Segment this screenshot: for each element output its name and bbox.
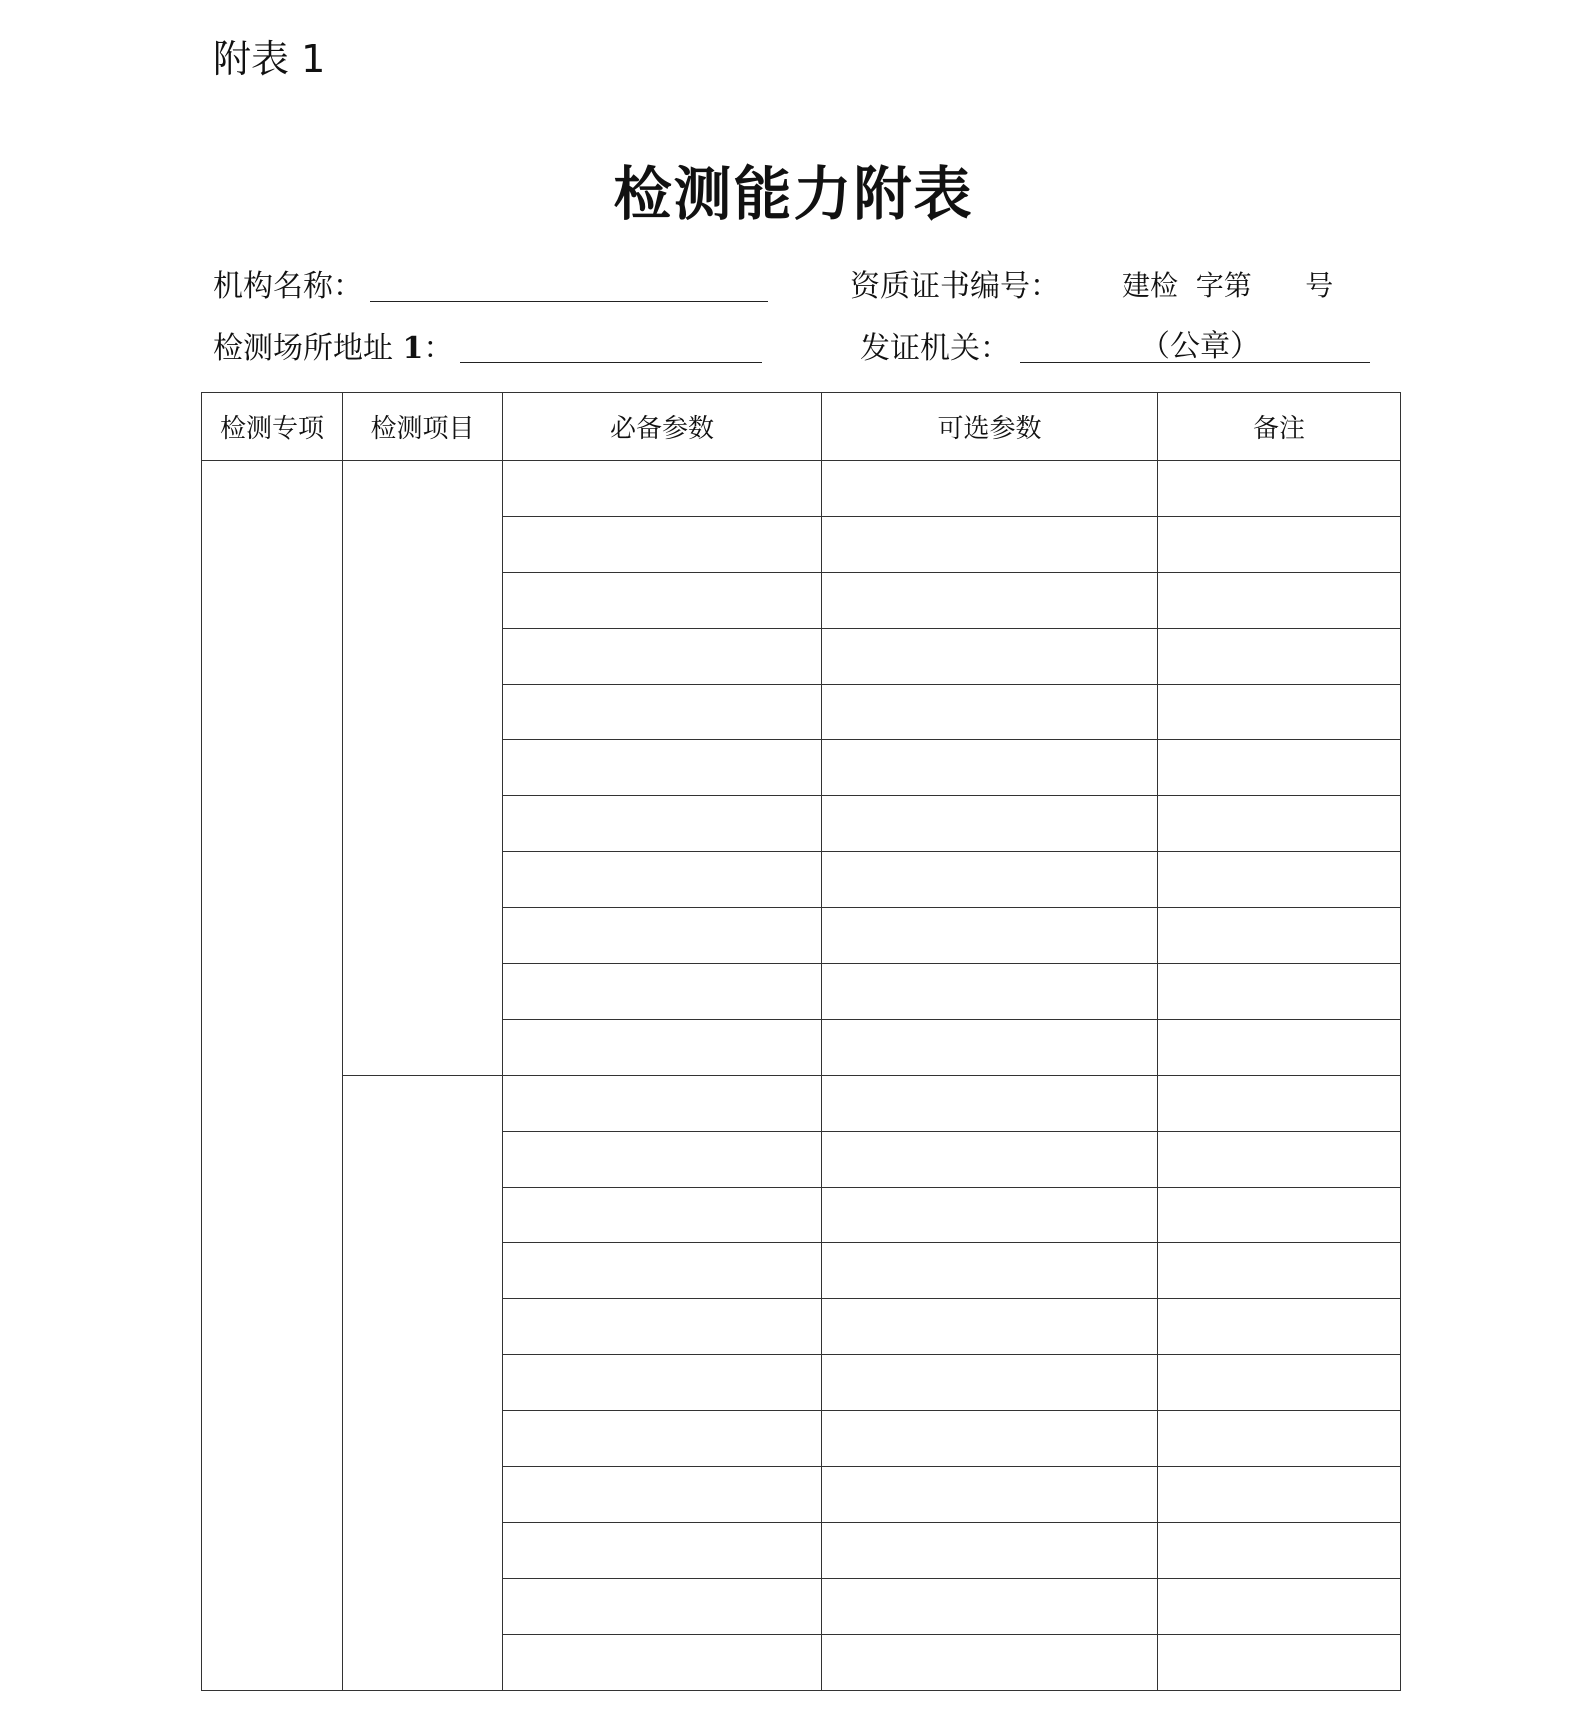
header-remarks: 备注 <box>1158 393 1401 461</box>
remarks-cell[interactable] <box>1158 908 1401 964</box>
header-optional-params: 可选参数 <box>822 393 1158 461</box>
remarks-cell[interactable] <box>1158 1187 1401 1243</box>
optional-param-cell[interactable] <box>822 1075 1158 1131</box>
remarks-cell[interactable] <box>1158 1075 1401 1131</box>
remarks-cell[interactable] <box>1158 1299 1401 1355</box>
site-address-label-num: 1 <box>402 331 424 366</box>
optional-param-cell[interactable] <box>822 1467 1158 1523</box>
required-param-cell[interactable] <box>503 1522 822 1578</box>
optional-param-cell[interactable] <box>822 1634 1158 1690</box>
required-param-cell[interactable] <box>503 796 822 852</box>
remarks-cell[interactable] <box>1158 852 1401 908</box>
remarks-cell[interactable] <box>1158 1243 1401 1299</box>
test-item-cell[interactable] <box>343 461 503 1076</box>
header-test-item: 检测项目 <box>343 393 503 461</box>
capability-table <box>201 392 1401 1691</box>
optional-param-cell[interactable] <box>822 796 1158 852</box>
required-param-cell[interactable] <box>503 516 822 572</box>
required-param-cell[interactable] <box>503 1019 822 1075</box>
required-param-cell[interactable] <box>503 1578 822 1634</box>
remarks-cell[interactable] <box>1158 1355 1401 1411</box>
required-param-cell[interactable] <box>503 908 822 964</box>
optional-param-cell[interactable] <box>822 1019 1158 1075</box>
remarks-cell[interactable] <box>1158 1019 1401 1075</box>
optional-param-cell[interactable] <box>822 1411 1158 1467</box>
required-param-cell[interactable] <box>503 1634 822 1690</box>
optional-param-cell[interactable] <box>822 740 1158 796</box>
cert-no-label: 资质证书编号： <box>850 269 1060 304</box>
remarks-cell[interactable] <box>1158 572 1401 628</box>
site-address-field[interactable] <box>460 362 762 363</box>
required-param-cell[interactable] <box>503 1355 822 1411</box>
test-item-cell[interactable] <box>343 1075 503 1690</box>
required-param-cell[interactable] <box>503 1243 822 1299</box>
optional-param-cell[interactable] <box>822 1299 1158 1355</box>
remarks-cell[interactable] <box>1158 740 1401 796</box>
remarks-cell[interactable] <box>1158 964 1401 1020</box>
table-header-row <box>202 393 1401 461</box>
remarks-cell[interactable] <box>1158 461 1401 517</box>
remarks-cell[interactable] <box>1158 1634 1401 1690</box>
required-param-cell[interactable] <box>503 740 822 796</box>
remarks-cell[interactable] <box>1158 1578 1401 1634</box>
optional-param-cell[interactable] <box>822 516 1158 572</box>
remarks-cell[interactable] <box>1158 1411 1401 1467</box>
site-address-label-suffix: ： <box>423 331 454 366</box>
optional-param-cell[interactable] <box>822 1522 1158 1578</box>
header-required-params: 必备参数 <box>503 393 822 461</box>
required-param-cell[interactable] <box>503 684 822 740</box>
required-param-cell[interactable] <box>503 964 822 1020</box>
cert-no-value: 建检 字第 号 <box>1122 269 1334 302</box>
optional-param-cell[interactable] <box>822 684 1158 740</box>
remarks-cell[interactable] <box>1158 1522 1401 1578</box>
optional-param-cell[interactable] <box>822 628 1158 684</box>
remarks-cell[interactable] <box>1158 1467 1401 1523</box>
site-address-label <box>213 331 454 366</box>
optional-param-cell[interactable] <box>822 1131 1158 1187</box>
test-category-cell[interactable] <box>202 461 343 1691</box>
remarks-cell[interactable] <box>1158 628 1401 684</box>
site-address-label-prefix: 检测场所地址 <box>213 331 403 366</box>
required-param-cell[interactable] <box>503 1299 822 1355</box>
required-param-cell[interactable] <box>503 461 822 517</box>
required-param-cell[interactable] <box>503 1075 822 1131</box>
optional-param-cell[interactable] <box>822 461 1158 517</box>
table-row <box>202 461 1401 517</box>
issuer-label: 发证机关： <box>860 331 1010 366</box>
required-param-cell[interactable] <box>503 1131 822 1187</box>
required-param-cell[interactable] <box>503 628 822 684</box>
optional-param-cell[interactable] <box>822 1243 1158 1299</box>
table-row <box>202 1075 1401 1131</box>
attachment-label: 附表 1 <box>213 37 326 81</box>
optional-param-cell[interactable] <box>822 1578 1158 1634</box>
optional-param-cell[interactable] <box>822 964 1158 1020</box>
required-param-cell[interactable] <box>503 1467 822 1523</box>
remarks-cell[interactable] <box>1158 796 1401 852</box>
required-param-cell[interactable] <box>503 1411 822 1467</box>
required-param-cell[interactable] <box>503 852 822 908</box>
required-param-cell[interactable] <box>503 1187 822 1243</box>
org-name-label: 机构名称： <box>213 269 363 304</box>
optional-param-cell[interactable] <box>822 908 1158 964</box>
optional-param-cell[interactable] <box>822 572 1158 628</box>
remarks-cell[interactable] <box>1158 684 1401 740</box>
header-test-category: 检测专项 <box>202 393 343 461</box>
document-title: 检测能力附表 <box>613 160 974 228</box>
org-name-field[interactable] <box>370 301 768 302</box>
optional-param-cell[interactable] <box>822 1187 1158 1243</box>
remarks-cell[interactable] <box>1158 1131 1401 1187</box>
optional-param-cell[interactable] <box>822 1355 1158 1411</box>
optional-param-cell[interactable] <box>822 852 1158 908</box>
remarks-cell[interactable] <box>1158 516 1401 572</box>
required-param-cell[interactable] <box>503 572 822 628</box>
issuer-seal-text: （公章） <box>1140 329 1260 364</box>
